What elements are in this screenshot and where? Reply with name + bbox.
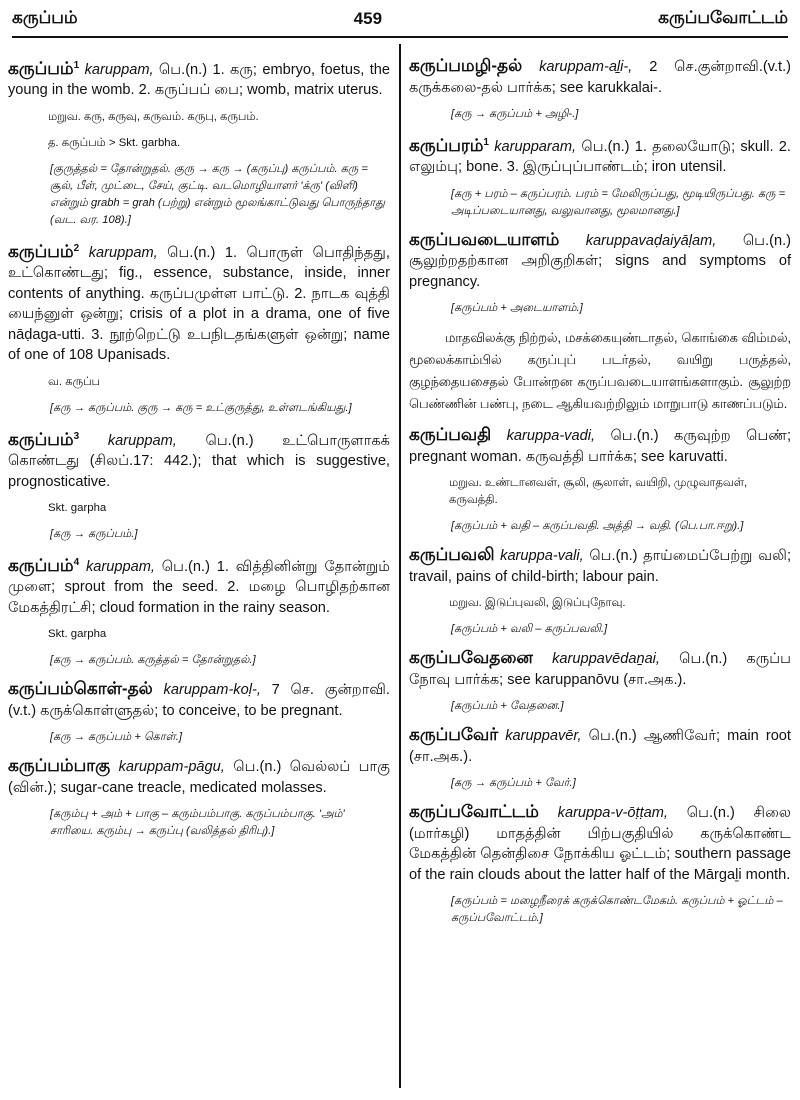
definition: பெ.(n.) தாய்மைப்பேற்று வலி; travail, pains of child-birth; labour pain. xyxy=(409,548,792,585)
sense-number: 1 xyxy=(483,137,489,148)
dictionary-entry xyxy=(409,230,791,293)
etymology-note: [கரும்பு + அம் + பாகு – கரும்பம்பாகு. கருப்பம்பாகு. 'அம்' சாரியை. கரும்பு → கருப்பு (வலித்தல் திரிபு).] xyxy=(50,808,345,838)
etymology-note: [கரு → கருப்பம். கருத்தல் = தோன்றுதல்.] xyxy=(50,654,256,667)
etymology-note: [கருப்பம் + வேதனை.] xyxy=(451,700,564,713)
headword: கருப்பம் xyxy=(8,555,74,575)
definition: பெ.(n.) சிலை (மார்கழி) மாதத்தின் பிற்பகுதியில் கருக்கொண்ட மேகத்தின் தென்திசை நோக்கிய ஓட்டம்; southern passage of the rain clouds about the latter half of the Mārgaḻi month. xyxy=(409,805,791,883)
headword: கருப்பம்பாகு xyxy=(8,756,111,776)
headword: கருப்பவோட்டம் xyxy=(409,802,539,822)
headword: கருப்பமழி-தல் xyxy=(409,56,523,75)
transliteration: karuppam, xyxy=(86,558,155,575)
dictionary-entry xyxy=(8,427,390,492)
page-header xyxy=(12,4,788,34)
headword: கருப்பவேதனை xyxy=(409,648,533,668)
transliteration: karuppam-aḻi-, xyxy=(539,59,633,75)
dictionary-entry xyxy=(8,553,390,618)
definition: பெ.(n.) 1. வித்தினின்று தோன்றும் முளை; sprout from the seed. 2. மழை பொழிதற்கான மேகத்திரட்சி; cloud formation in the rainy season. xyxy=(8,558,391,616)
sense-number: 1 xyxy=(73,60,80,71)
etymology-note: [கருப்பம் = மழைநீரைக் கருக்கொண்டமேகம். கருப்பம் + ஓட்டம் – கருப்பவோட்டம்.] xyxy=(451,895,783,925)
dictionary-entry xyxy=(409,648,791,690)
definition: பெ.(n.) வெல்லப் பாகு (வின்.); sugar-cane treacle, medicated molasses. xyxy=(8,759,390,796)
transliteration: karuppam-pāgu, xyxy=(118,759,225,776)
dictionary-entry xyxy=(8,756,390,798)
dictionary-entry xyxy=(409,725,791,767)
transliteration: karupparam, xyxy=(494,138,577,155)
sense-number: 4 xyxy=(73,557,80,569)
sense-number: 2 xyxy=(73,242,80,254)
transliteration: karuppam, xyxy=(84,61,154,78)
dictionary-entry xyxy=(8,239,390,366)
headword: கருப்பரம் xyxy=(409,135,484,155)
etymology-note: [கருப்பம் + வதி – கருப்பவதி. அத்தி → வதி. (பெ.பா.ஈறு).] xyxy=(451,520,744,533)
headword: கருப்பம் xyxy=(8,429,74,449)
transliteration: karuppam, xyxy=(107,432,177,449)
dictionary-entry xyxy=(409,425,791,467)
usage-note: மறுவ. உண்டானவள், சூலி, சூலாள், வயிறி, முழுவாதவள், கருவத்தி. xyxy=(449,477,748,507)
right-column xyxy=(409,56,791,937)
etymology-note: [கரு + பரம் – கருப்பரம். பரம் = மேலிருப்பது, மூடியிருப்பது. கரு = அடிப்படையானது, வலுவானது, மூலமானது.] xyxy=(451,187,786,217)
header-right-word: கருப்பவோட்டம் xyxy=(658,8,788,27)
dictionary-entry xyxy=(409,545,791,587)
headword: கருப்பம் xyxy=(8,58,74,78)
definition: பெ.(n.) 1. பொருள் பொதிந்தது, உட்கொண்டது; fig., essence, substance, inside, inner contents of anything. கருப்பமுள்ள பாட்டு. 2. நாடக வுத்தி யைந்னுள் ஒன்று; crisis of a plot in a drama, one of five nāḍaga-utti. 3. நூற்றெட்டு உபநிடதங்களுள் ஒன்று; name of one of 108 Upanisads. xyxy=(8,244,390,364)
dictionary-entry xyxy=(409,133,791,178)
page-number: 459 xyxy=(353,9,383,28)
definition: பெ.(n.) சூலுற்றதற்கான அறிகுறிகள்; signs and symptoms of pregnancy. xyxy=(409,232,791,290)
dictionary-entry xyxy=(8,679,390,721)
header-rule xyxy=(12,36,788,38)
definition: பெ.(n.) கருப்ப நோவு பார்க்க; see karuppanōvu (சா.அக.). xyxy=(409,651,791,688)
definition: பெ.(n.) உட்பொருளாகக் கொண்டது (சிலப்.17: 442.); that which is suggestive, prognosticative. xyxy=(8,432,390,490)
dictionary-entry xyxy=(409,56,791,98)
transliteration: karuppa-vali, xyxy=(500,548,584,565)
headword: கருப்பவடையாளம் xyxy=(409,229,560,249)
headword: கருப்பம்கொள்-தல் xyxy=(8,679,153,699)
etymology-note: [கரு → கருப்பம்.] xyxy=(50,528,138,541)
transliteration: karuppavaḍaiyāḷam, xyxy=(585,232,717,249)
dictionary-entry xyxy=(8,56,390,101)
description-paragraph: மாதவிலக்கு நிற்றல், மசக்கையுண்டாதல், கொங்கை விம்மல், மூலைக்காம்பில் கருப்புப் படர்தல், வயிறு பருத்தல், குழந்தையசைதல் போன்றன கருப்பவடையாளங்களாகும். சூலுற்ற பெண்ணின் பண்பு, நடை ஆகியவற்றிலும் மாறுபாடு காணப்படும். xyxy=(409,330,791,412)
usage-note: Skt. garpha xyxy=(48,502,107,515)
etymology-note: [கருப்பம் + வலி – கருப்பவலி.] xyxy=(451,623,608,636)
etymology-note: [குருத்தல் = தோன்றுதல். குரு → கரு → (கருப்பு) கருப்பம். கரு = சூல், பீள், முட்டை, சேய், குட்டி. வடமொழியாளர் 'க்ரு' (விளி) என்றும் grabh = grah (பற்று) என்றும் மூலங்காட்டுவது பொருந்தாது (வட. வர. 108).] xyxy=(50,162,385,226)
dictionary-entry xyxy=(409,802,791,885)
transliteration: karuppavēr, xyxy=(505,728,582,745)
etymology-note: [கரு → கருப்பம். குரு → கரு = உட்குருத்து, உள்ளடங்கியது.] xyxy=(50,401,352,414)
headword: கருப்பவதி xyxy=(409,425,492,445)
etymology-note: [கரு → கருப்பம் + கொள்.] xyxy=(50,731,182,744)
headword: கருப்பவேர் xyxy=(409,725,499,745)
transliteration: karuppa-v-ōṭṭam, xyxy=(557,805,668,822)
transliteration: karuppavēdaṉai, xyxy=(552,651,660,668)
usage-note: வ. கருப்ப xyxy=(48,375,101,388)
definition: 2 செ.குன்றாவி.(v.t.) கருக்கலை-தல் பார்க்க; see karukkalai-. xyxy=(409,59,791,96)
usage-note: மறுவ. இடுப்புவலி, இடுப்புநோவு. xyxy=(449,597,626,610)
definition: பெ.(n.) கருவுற்ற பெண்; pregnant woman. கருவத்தி பார்க்க; see karuvatti. xyxy=(409,428,791,465)
headword: கருப்பவலி xyxy=(409,545,495,565)
etymology-note: [கரு → கருப்பம் + அழி-.] xyxy=(451,108,579,120)
transliteration: karuppam, xyxy=(88,244,158,261)
etymology-note: [கருப்பம் + அடையாளம்.] xyxy=(451,302,583,315)
header-left-word: கருப்பம் xyxy=(12,8,78,27)
transliteration: karuppam-koḷ-, xyxy=(163,682,261,699)
definition: பெ.(n.) 1. கரு; embryo, foetus, the young in the womb. 2. கருப்பப் பை; womb, matrix uterus. xyxy=(8,61,390,99)
definition: பெ.(n.) 1. தலையோடு; skull. 2. எலும்பு; bone. 3. இருப்புப்பாண்டம்; iron utensil. xyxy=(409,138,791,176)
transliteration: karuppa-vadi, xyxy=(506,428,596,445)
left-column xyxy=(8,56,390,850)
sense-number: 3 xyxy=(73,430,80,442)
etymology-note: [கரு → கருப்பம் + வேர்.] xyxy=(451,777,576,790)
column-divider xyxy=(399,44,401,1088)
definition: பெ.(n.) ஆணிவேர்; main root (சா.அக.). xyxy=(409,728,791,765)
headword: கருப்பம் xyxy=(8,241,74,261)
usage-note: Skt. garpha xyxy=(48,628,107,641)
definition: 7 செ. குன்றாவி.(v.t.) கருக்கொள்ளுதல்; to conceive, to be pregnant. xyxy=(8,682,390,719)
usage-note: த. கருப்பம் > Skt. garbha. xyxy=(48,136,181,149)
usage-note: மறுவ. கரு, கருவு, கருவம். கருபு, கருபம். xyxy=(48,110,259,123)
